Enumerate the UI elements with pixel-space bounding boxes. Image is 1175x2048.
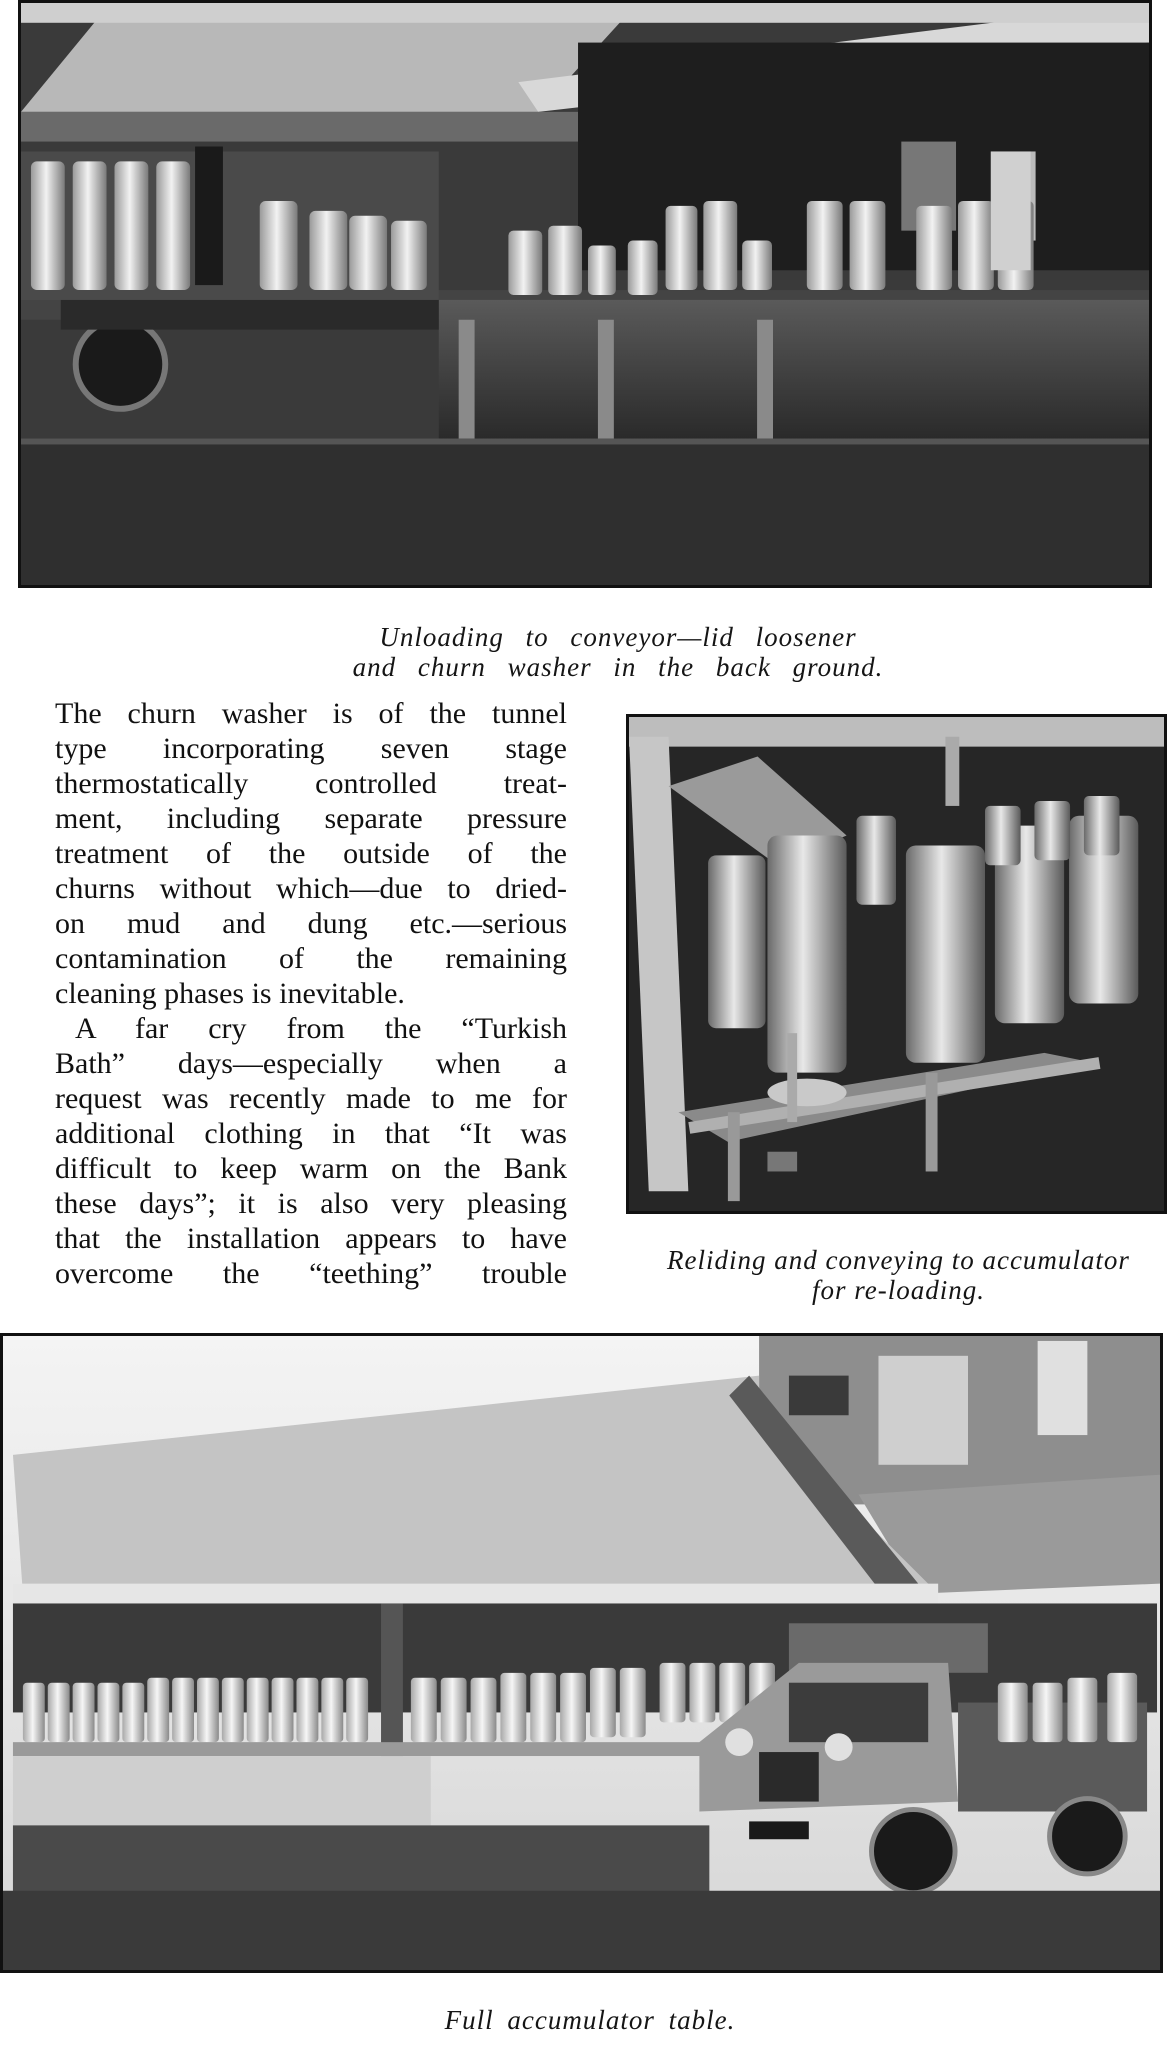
caption-full-accumulator (380, 2005, 800, 2035)
body-line: on mud and dung etc.—serious (55, 907, 567, 940)
body-line: The churn washer is of the tunnel (55, 697, 567, 730)
photo-reliding-conveying (626, 714, 1167, 1214)
body-line: type incorporating seven stage (55, 732, 567, 765)
caption-unloading-line-1: Unloading to conveyor—lid loosener (379, 622, 857, 652)
body-line: A far cry from the “Turkish (75, 1012, 567, 1045)
body-line: ment, including separate pressure (55, 802, 567, 835)
body-line: overcome the “teething” trouble (55, 1257, 567, 1290)
body-line: churns without which—due to dried- (55, 872, 567, 905)
caption-reliding-line-1: Reliding and conveying to accumulator (667, 1245, 1130, 1275)
body-line: that the installation appears to have (55, 1222, 567, 1255)
body-line: these days”; it is also very pleasing (55, 1187, 567, 1220)
caption-reliding-line-2: for re-loading. (812, 1275, 985, 1305)
caption-full-accumulator-line-1: Full accumulator table. (444, 2005, 736, 2035)
body-line: cleaning phases is inevitable. (55, 977, 405, 1010)
photo-reliding-image (629, 717, 1164, 1211)
body-line: contamination of the remaining (55, 942, 567, 975)
photo-unloading-image (21, 3, 1149, 585)
body-line: treatment of the outside of the (55, 837, 567, 870)
photo-unloading-conveyor (18, 0, 1152, 588)
article-body-text (55, 696, 567, 1291)
photo-accumulator-image (3, 1336, 1160, 1970)
caption-unloading (318, 622, 918, 682)
photo-full-accumulator (0, 1333, 1163, 1973)
caption-unloading-line-2: and churn washer in the back ground. (352, 652, 884, 682)
caption-reliding (622, 1245, 1175, 1305)
body-line: Bath” days—especially when a (55, 1047, 567, 1080)
body-line: difficult to keep warm on the Bank (55, 1152, 567, 1185)
body-line: request was recently made to me for (55, 1082, 567, 1115)
body-line: thermostatically controlled treat- (55, 767, 567, 800)
body-line: additional clothing in that “It was (55, 1117, 567, 1150)
